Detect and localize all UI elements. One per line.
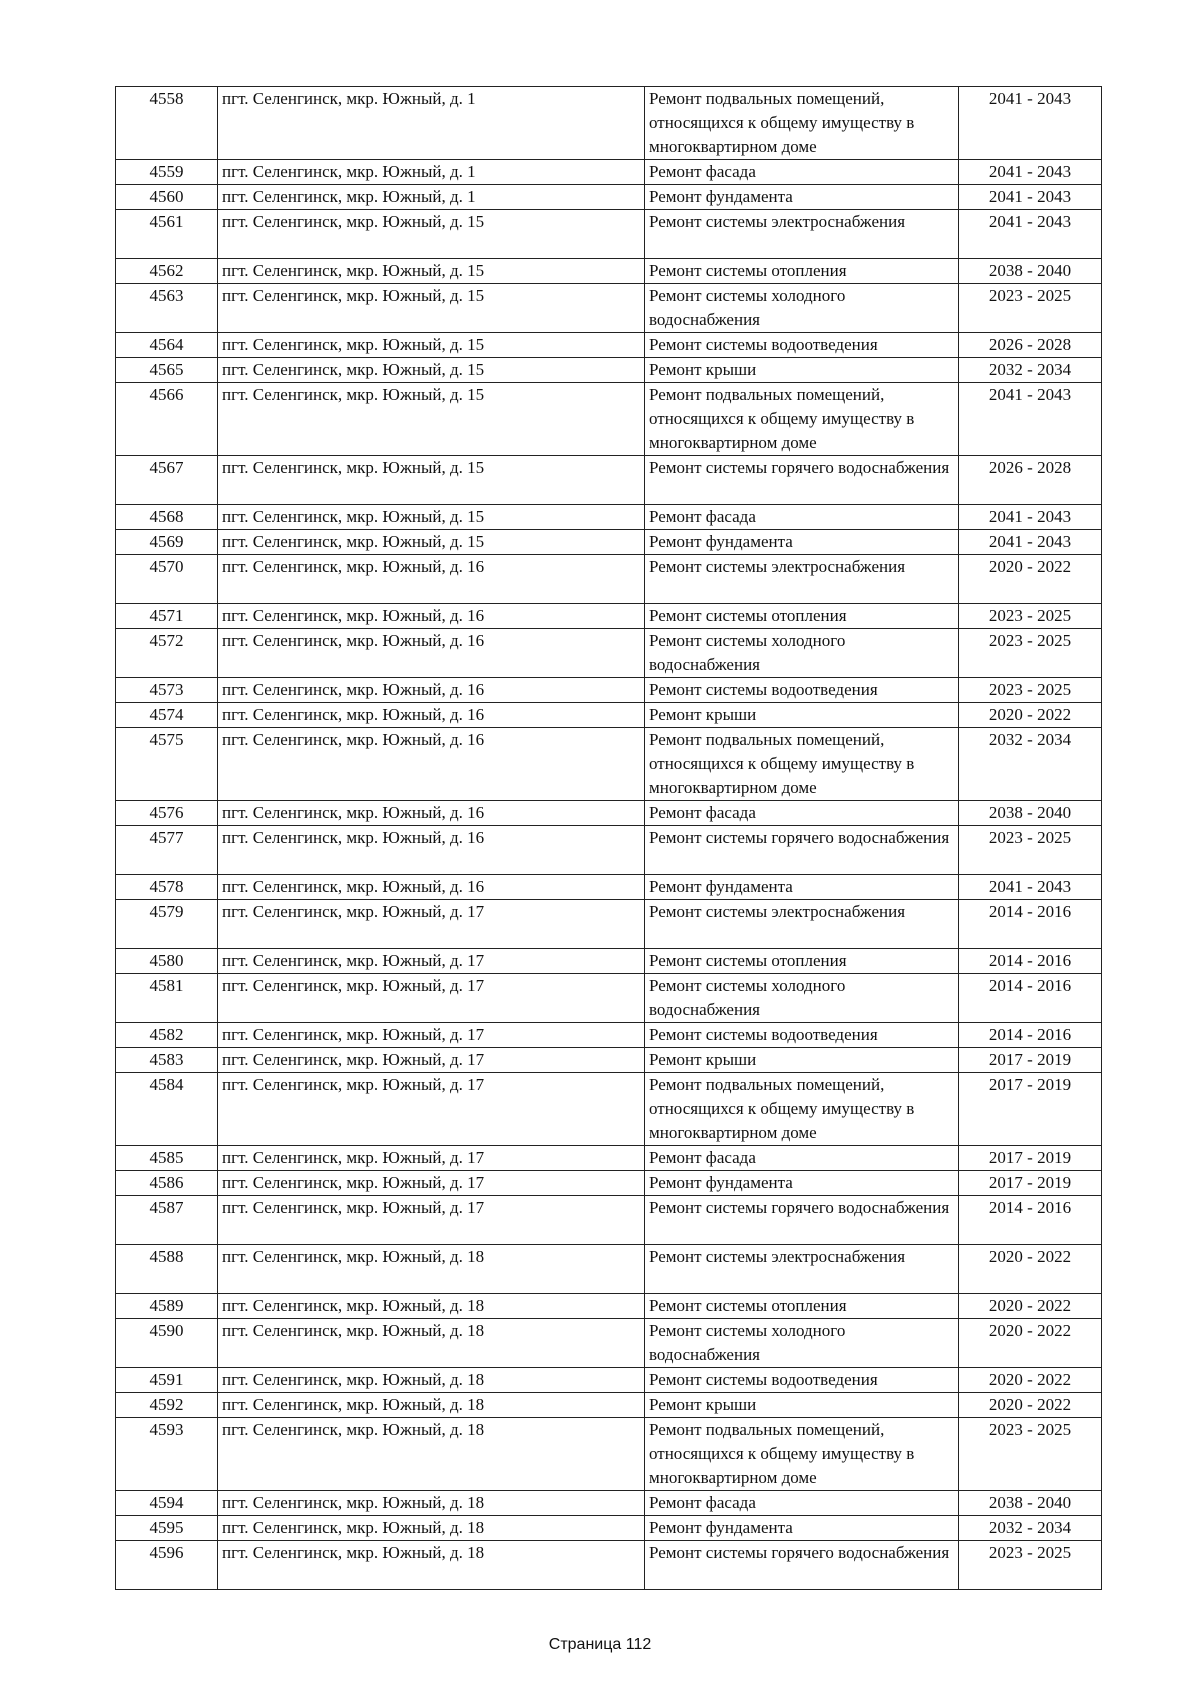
address-cell: пгт. Селенгинск, мкр. Южный, д. 17 — [218, 1146, 645, 1171]
period-cell: 2041 - 2043 — [959, 505, 1102, 530]
period-cell: 2023 - 2025 — [959, 1418, 1102, 1491]
address-cell: пгт. Селенгинск, мкр. Южный, д. 16 — [218, 728, 645, 801]
table-row — [116, 530, 1102, 555]
table-row — [116, 1516, 1102, 1541]
row-number-cell: 4566 — [116, 383, 218, 456]
table-row — [116, 160, 1102, 185]
address-cell: пгт. Селенгинск, мкр. Южный, д. 15 — [218, 505, 645, 530]
address-cell: пгт. Селенгинск, мкр. Южный, д. 17 — [218, 949, 645, 974]
period-cell: 2017 - 2019 — [959, 1171, 1102, 1196]
address-cell: пгт. Селенгинск, мкр. Южный, д. 18 — [218, 1418, 645, 1491]
address-cell: пгт. Селенгинск, мкр. Южный, д. 18 — [218, 1245, 645, 1294]
table-row — [116, 949, 1102, 974]
work-type-cell: Ремонт системы горячего водоснабжения — [645, 456, 959, 505]
period-cell: 2020 - 2022 — [959, 1294, 1102, 1319]
table-row — [116, 900, 1102, 949]
work-type-cell: Ремонт системы электроснабжения — [645, 555, 959, 604]
table-row — [116, 210, 1102, 259]
period-cell: 2020 - 2022 — [959, 703, 1102, 728]
work-type-cell: Ремонт подвальных помещений, относящихся к общему имуществу в многоквартирном доме — [645, 1073, 959, 1146]
row-number-cell: 4574 — [116, 703, 218, 728]
period-cell: 2023 - 2025 — [959, 629, 1102, 678]
table-row — [116, 284, 1102, 333]
work-type-cell: Ремонт подвальных помещений, относящихся к общему имуществу в многоквартирном доме — [645, 728, 959, 801]
row-number-cell: 4590 — [116, 1319, 218, 1368]
table-row — [116, 1541, 1102, 1590]
period-cell: 2038 - 2040 — [959, 801, 1102, 826]
table-row — [116, 456, 1102, 505]
table-row — [116, 826, 1102, 875]
work-type-cell: Ремонт фасада — [645, 505, 959, 530]
address-cell: пгт. Селенгинск, мкр. Южный, д. 18 — [218, 1516, 645, 1541]
table-row — [116, 185, 1102, 210]
row-number-cell: 4581 — [116, 974, 218, 1023]
period-cell: 2041 - 2043 — [959, 87, 1102, 160]
address-cell: пгт. Селенгинск, мкр. Южный, д. 16 — [218, 678, 645, 703]
address-cell: пгт. Селенгинск, мкр. Южный, д. 18 — [218, 1319, 645, 1368]
table-row — [116, 1245, 1102, 1294]
work-type-cell: Ремонт крыши — [645, 1048, 959, 1073]
work-type-cell: Ремонт системы горячего водоснабжения — [645, 1541, 959, 1590]
row-number-cell: 4560 — [116, 185, 218, 210]
row-number-cell: 4585 — [116, 1146, 218, 1171]
work-type-cell: Ремонт системы электроснабжения — [645, 210, 959, 259]
work-type-cell: Ремонт фундамента — [645, 1171, 959, 1196]
table-row — [116, 1073, 1102, 1146]
address-cell: пгт. Селенгинск, мкр. Южный, д. 1 — [218, 160, 645, 185]
period-cell: 2041 - 2043 — [959, 210, 1102, 259]
address-cell: пгт. Селенгинск, мкр. Южный, д. 17 — [218, 1023, 645, 1048]
work-type-cell: Ремонт системы водоотведения — [645, 678, 959, 703]
period-cell: 2032 - 2034 — [959, 358, 1102, 383]
address-cell: пгт. Селенгинск, мкр. Южный, д. 15 — [218, 333, 645, 358]
work-type-cell: Ремонт фундамента — [645, 530, 959, 555]
work-type-cell: Ремонт крыши — [645, 1393, 959, 1418]
row-number-cell: 4584 — [116, 1073, 218, 1146]
address-cell: пгт. Селенгинск, мкр. Южный, д. 15 — [218, 456, 645, 505]
row-number-cell: 4573 — [116, 678, 218, 703]
row-number-cell: 4592 — [116, 1393, 218, 1418]
address-cell: пгт. Селенгинск, мкр. Южный, д. 17 — [218, 1048, 645, 1073]
address-cell: пгт. Селенгинск, мкр. Южный, д. 16 — [218, 826, 645, 875]
row-number-cell: 4562 — [116, 259, 218, 284]
row-number-cell: 4571 — [116, 604, 218, 629]
period-cell: 2020 - 2022 — [959, 1393, 1102, 1418]
row-number-cell: 4595 — [116, 1516, 218, 1541]
period-cell: 2038 - 2040 — [959, 1491, 1102, 1516]
table-row — [116, 1368, 1102, 1393]
table-row — [116, 974, 1102, 1023]
row-number-cell: 4568 — [116, 505, 218, 530]
row-number-cell: 4593 — [116, 1418, 218, 1491]
work-type-cell: Ремонт системы горячего водоснабжения — [645, 1196, 959, 1245]
row-number-cell: 4586 — [116, 1171, 218, 1196]
period-cell: 2041 - 2043 — [959, 530, 1102, 555]
table-row — [116, 604, 1102, 629]
work-type-cell: Ремонт системы отопления — [645, 949, 959, 974]
row-number-cell: 4577 — [116, 826, 218, 875]
work-type-cell: Ремонт системы холодного водоснабжения — [645, 1319, 959, 1368]
work-type-cell: Ремонт системы горячего водоснабжения — [645, 826, 959, 875]
work-type-cell: Ремонт системы отопления — [645, 604, 959, 629]
table-row — [116, 1294, 1102, 1319]
table-row — [116, 555, 1102, 604]
row-number-cell: 4570 — [116, 555, 218, 604]
work-type-cell: Ремонт фасада — [645, 801, 959, 826]
row-number-cell: 4594 — [116, 1491, 218, 1516]
work-type-cell: Ремонт крыши — [645, 358, 959, 383]
period-cell: 2020 - 2022 — [959, 555, 1102, 604]
address-cell: пгт. Селенгинск, мкр. Южный, д. 15 — [218, 358, 645, 383]
work-type-cell: Ремонт фундамента — [645, 185, 959, 210]
row-number-cell: 4588 — [116, 1245, 218, 1294]
table-row — [116, 1146, 1102, 1171]
period-cell: 2017 - 2019 — [959, 1073, 1102, 1146]
table-row — [116, 1023, 1102, 1048]
row-number-cell: 4596 — [116, 1541, 218, 1590]
work-type-cell: Ремонт системы холодного водоснабжения — [645, 629, 959, 678]
table-row — [116, 358, 1102, 383]
row-number-cell: 4582 — [116, 1023, 218, 1048]
row-number-cell: 4563 — [116, 284, 218, 333]
row-number-cell: 4579 — [116, 900, 218, 949]
address-cell: пгт. Селенгинск, мкр. Южный, д. 16 — [218, 703, 645, 728]
row-number-cell: 4567 — [116, 456, 218, 505]
address-cell: пгт. Селенгинск, мкр. Южный, д. 15 — [218, 530, 645, 555]
row-number-cell: 4565 — [116, 358, 218, 383]
work-type-cell: Ремонт системы отопления — [645, 1294, 959, 1319]
row-number-cell: 4578 — [116, 875, 218, 900]
work-type-cell: Ремонт фундамента — [645, 1516, 959, 1541]
period-cell: 2014 - 2016 — [959, 1196, 1102, 1245]
period-cell: 2032 - 2034 — [959, 1516, 1102, 1541]
table-row — [116, 1393, 1102, 1418]
period-cell: 2026 - 2028 — [959, 456, 1102, 505]
period-cell: 2023 - 2025 — [959, 678, 1102, 703]
address-cell: пгт. Селенгинск, мкр. Южный, д. 17 — [218, 974, 645, 1023]
table-row — [116, 333, 1102, 358]
table-row — [116, 728, 1102, 801]
period-cell: 2041 - 2043 — [959, 875, 1102, 900]
period-cell: 2014 - 2016 — [959, 900, 1102, 949]
repair-schedule-table — [115, 86, 1102, 1590]
work-type-cell: Ремонт системы холодного водоснабжения — [645, 974, 959, 1023]
period-cell: 2020 - 2022 — [959, 1368, 1102, 1393]
table-row — [116, 1171, 1102, 1196]
address-cell: пгт. Селенгинск, мкр. Южный, д. 18 — [218, 1541, 645, 1590]
row-number-cell: 4591 — [116, 1368, 218, 1393]
table-row — [116, 1319, 1102, 1368]
address-cell: пгт. Селенгинск, мкр. Южный, д. 16 — [218, 555, 645, 604]
period-cell: 2023 - 2025 — [959, 604, 1102, 629]
work-type-cell: Ремонт системы холодного водоснабжения — [645, 284, 959, 333]
period-cell: 2017 - 2019 — [959, 1146, 1102, 1171]
address-cell: пгт. Селенгинск, мкр. Южный, д. 17 — [218, 1171, 645, 1196]
address-cell: пгт. Селенгинск, мкр. Южный, д. 18 — [218, 1491, 645, 1516]
table-row — [116, 87, 1102, 160]
work-type-cell: Ремонт системы электроснабжения — [645, 900, 959, 949]
table-row — [116, 383, 1102, 456]
table-row — [116, 629, 1102, 678]
work-type-cell: Ремонт фасада — [645, 160, 959, 185]
period-cell: 2041 - 2043 — [959, 185, 1102, 210]
address-cell: пгт. Селенгинск, мкр. Южный, д. 18 — [218, 1294, 645, 1319]
work-type-cell: Ремонт подвальных помещений, относящихся к общему имуществу в многоквартирном доме — [645, 87, 959, 160]
table-row — [116, 801, 1102, 826]
period-cell: 2023 - 2025 — [959, 284, 1102, 333]
period-cell: 2020 - 2022 — [959, 1245, 1102, 1294]
table-row — [116, 259, 1102, 284]
work-type-cell: Ремонт системы электроснабжения — [645, 1245, 959, 1294]
address-cell: пгт. Селенгинск, мкр. Южный, д. 16 — [218, 629, 645, 678]
period-cell: 2041 - 2043 — [959, 160, 1102, 185]
row-number-cell: 4561 — [116, 210, 218, 259]
address-cell: пгт. Селенгинск, мкр. Южный, д. 15 — [218, 259, 645, 284]
table-row — [116, 1418, 1102, 1491]
address-cell: пгт. Селенгинск, мкр. Южный, д. 16 — [218, 875, 645, 900]
row-number-cell: 4572 — [116, 629, 218, 678]
work-type-cell: Ремонт системы водоотведения — [645, 333, 959, 358]
address-cell: пгт. Селенгинск, мкр. Южный, д. 16 — [218, 801, 645, 826]
table-body — [116, 87, 1102, 1590]
period-cell: 2014 - 2016 — [959, 974, 1102, 1023]
work-type-cell: Ремонт крыши — [645, 703, 959, 728]
address-cell: пгт. Селенгинск, мкр. Южный, д. 15 — [218, 210, 645, 259]
table-row — [116, 1491, 1102, 1516]
row-number-cell: 4583 — [116, 1048, 218, 1073]
row-number-cell: 4587 — [116, 1196, 218, 1245]
address-cell: пгт. Селенгинск, мкр. Южный, д. 18 — [218, 1393, 645, 1418]
period-cell: 2020 - 2022 — [959, 1319, 1102, 1368]
period-cell: 2017 - 2019 — [959, 1048, 1102, 1073]
address-cell: пгт. Селенгинск, мкр. Южный, д. 18 — [218, 1368, 645, 1393]
work-type-cell: Ремонт фасада — [645, 1491, 959, 1516]
row-number-cell: 4576 — [116, 801, 218, 826]
address-cell: пгт. Селенгинск, мкр. Южный, д. 1 — [218, 87, 645, 160]
table-row — [116, 703, 1102, 728]
table-row — [116, 678, 1102, 703]
work-type-cell: Ремонт подвальных помещений, относящихся к общему имуществу в многоквартирном доме — [645, 383, 959, 456]
period-cell: 2023 - 2025 — [959, 1541, 1102, 1590]
row-number-cell: 4575 — [116, 728, 218, 801]
table-row — [116, 1048, 1102, 1073]
table-row — [116, 1196, 1102, 1245]
period-cell: 2026 - 2028 — [959, 333, 1102, 358]
table-row — [116, 505, 1102, 530]
period-cell: 2023 - 2025 — [959, 826, 1102, 875]
address-cell: пгт. Селенгинск, мкр. Южный, д. 17 — [218, 900, 645, 949]
work-type-cell: Ремонт фундамента — [645, 875, 959, 900]
period-cell: 2038 - 2040 — [959, 259, 1102, 284]
work-type-cell: Ремонт системы отопления — [645, 259, 959, 284]
work-type-cell: Ремонт подвальных помещений, относящихся к общему имуществу в многоквартирном доме — [645, 1418, 959, 1491]
work-type-cell: Ремонт системы водоотведения — [645, 1368, 959, 1393]
row-number-cell: 4564 — [116, 333, 218, 358]
work-type-cell: Ремонт системы водоотведения — [645, 1023, 959, 1048]
period-cell: 2041 - 2043 — [959, 383, 1102, 456]
address-cell: пгт. Селенгинск, мкр. Южный, д. 17 — [218, 1196, 645, 1245]
row-number-cell: 4559 — [116, 160, 218, 185]
address-cell: пгт. Селенгинск, мкр. Южный, д. 15 — [218, 284, 645, 333]
address-cell: пгт. Селенгинск, мкр. Южный, д. 17 — [218, 1073, 645, 1146]
work-type-cell: Ремонт фасада — [645, 1146, 959, 1171]
row-number-cell: 4580 — [116, 949, 218, 974]
address-cell: пгт. Селенгинск, мкр. Южный, д. 1 — [218, 185, 645, 210]
row-number-cell: 4589 — [116, 1294, 218, 1319]
row-number-cell: 4558 — [116, 87, 218, 160]
period-cell: 2032 - 2034 — [959, 728, 1102, 801]
period-cell: 2014 - 2016 — [959, 1023, 1102, 1048]
address-cell: пгт. Селенгинск, мкр. Южный, д. 16 — [218, 604, 645, 629]
table-row — [116, 875, 1102, 900]
address-cell: пгт. Селенгинск, мкр. Южный, д. 15 — [218, 383, 645, 456]
row-number-cell: 4569 — [116, 530, 218, 555]
page-number: Страница 112 — [548, 1636, 652, 1653]
period-cell: 2014 - 2016 — [959, 949, 1102, 974]
